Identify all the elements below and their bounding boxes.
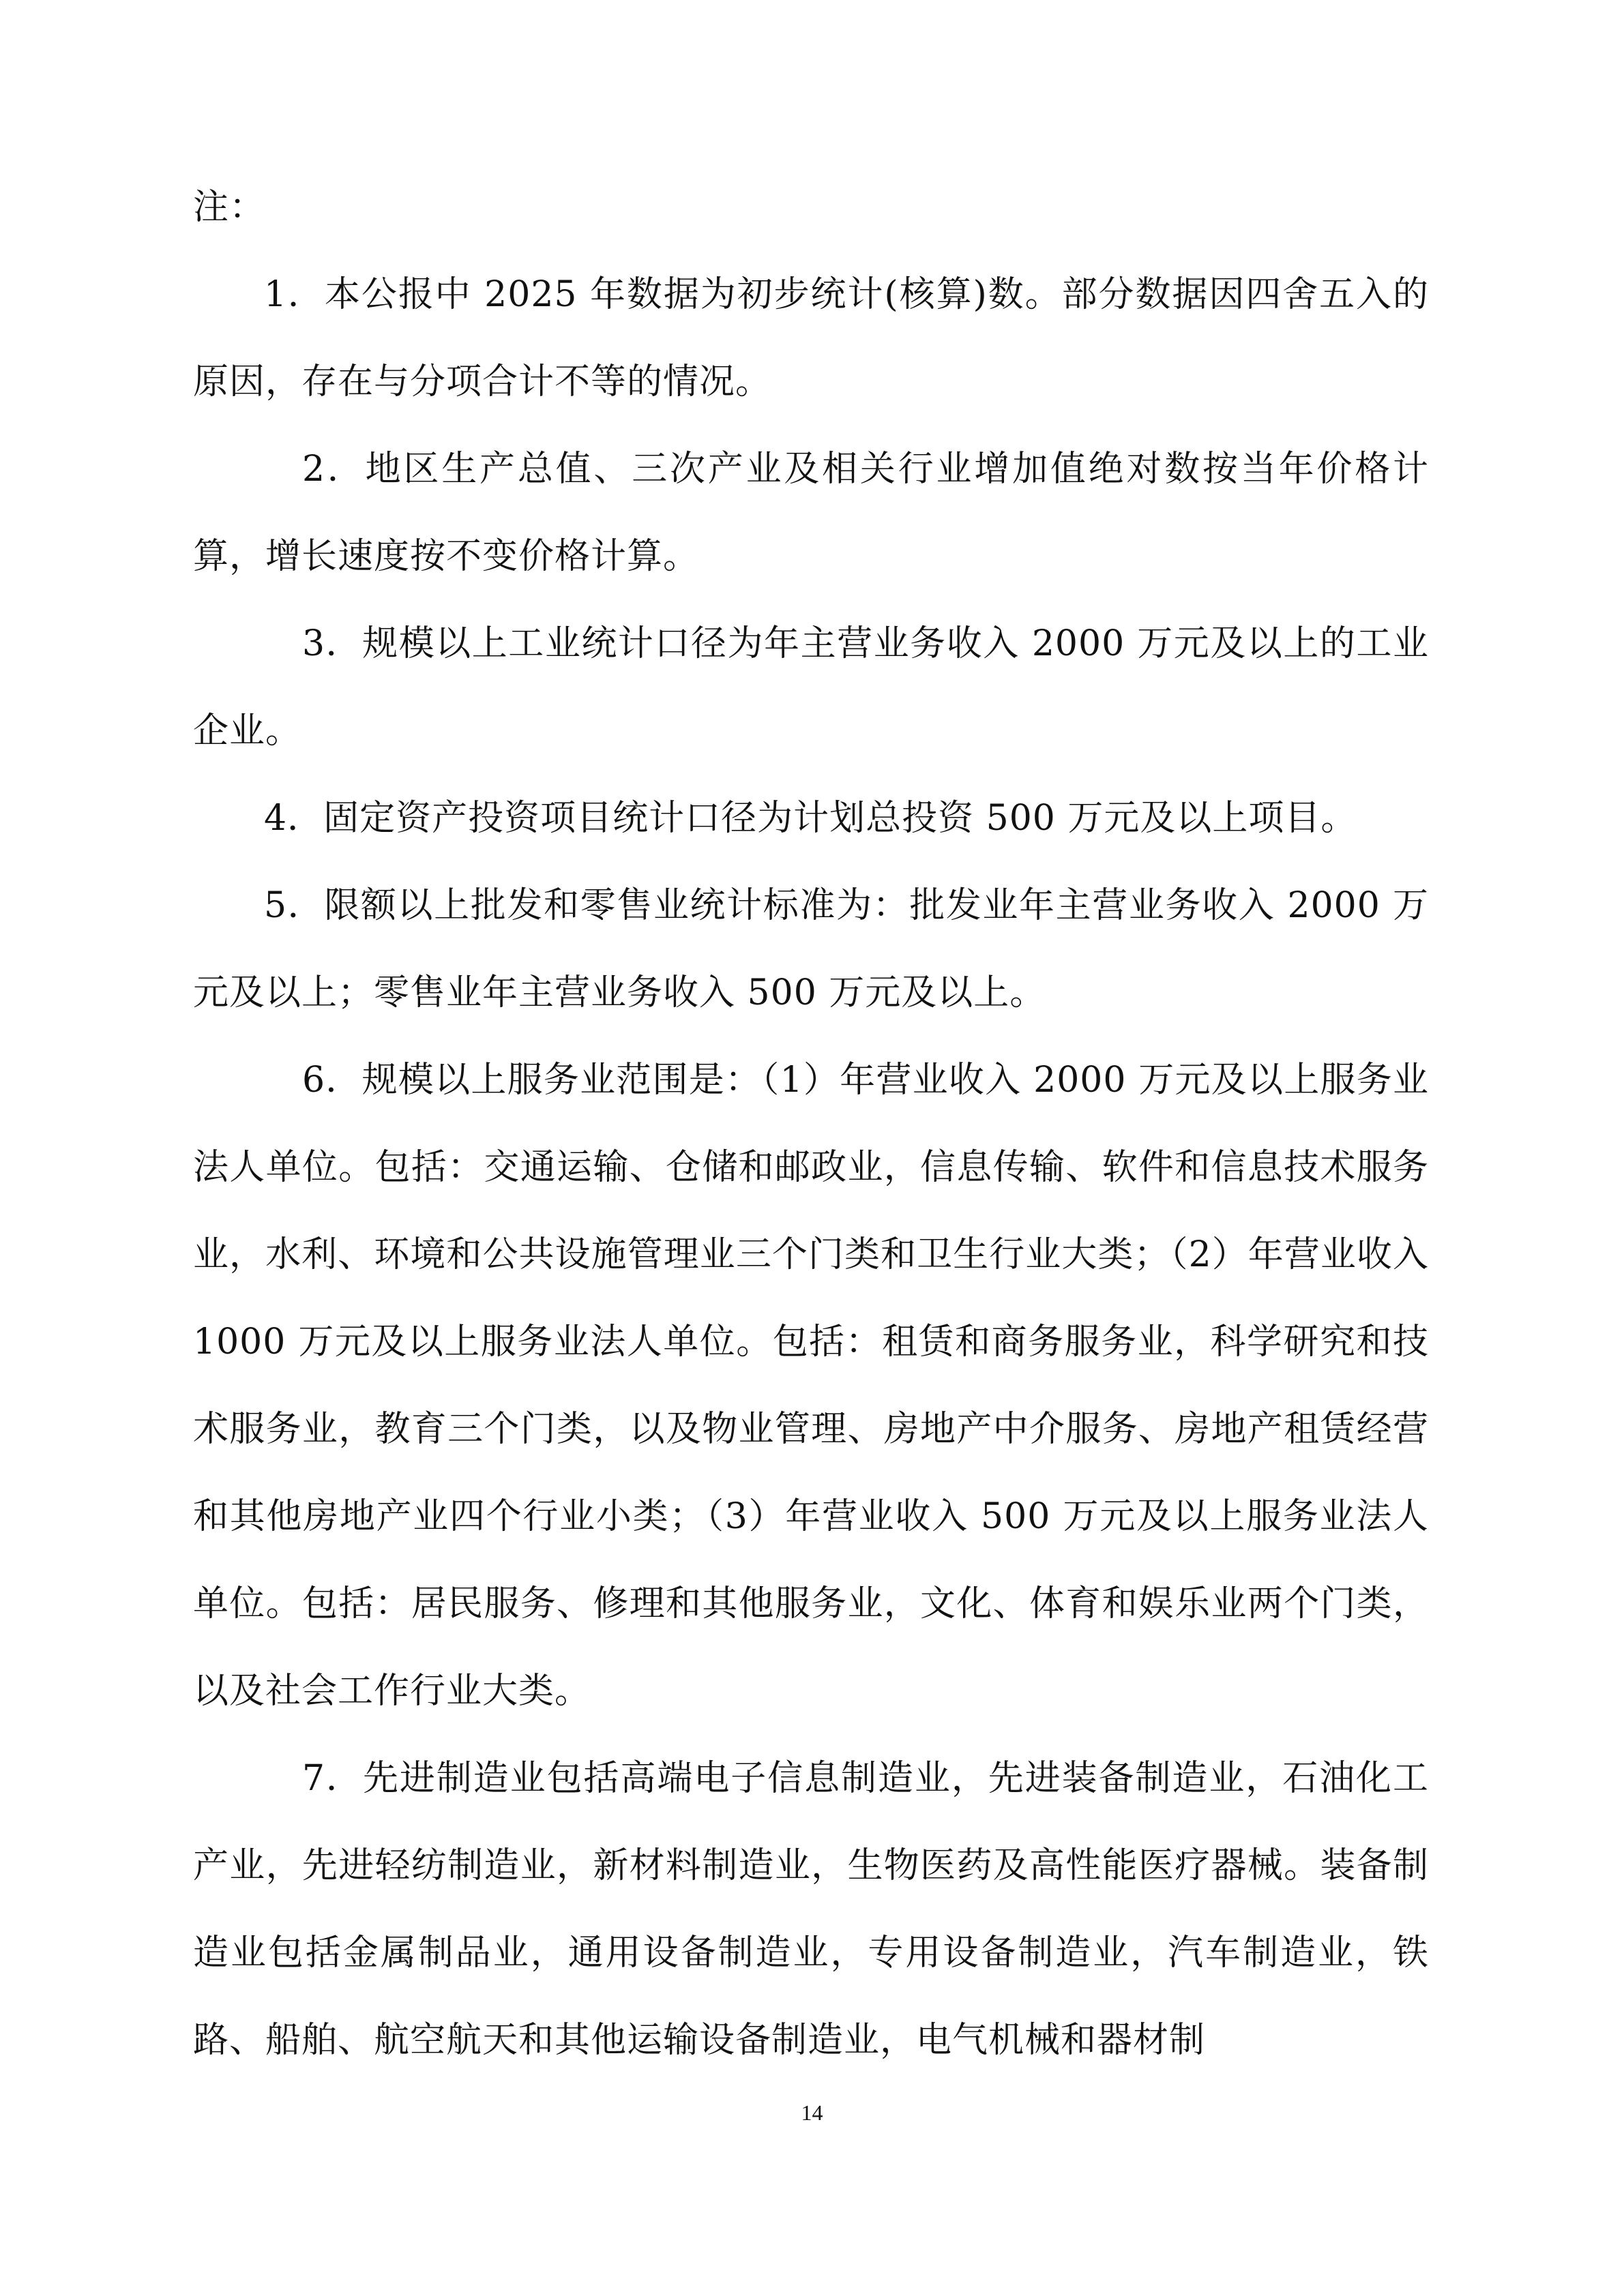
document-body xyxy=(193,164,1429,2084)
note-5: 5．限额以上批发和零售业统计标准为：批发业年主营业务收入 2000 万元及以上；零售业年主营业务收入 500 万元及以上。 xyxy=(193,885,1429,1013)
note-2: 2．地区生产总值、三次产业及相关行业增加值绝对数按当年价格计算，增长速度按不变价格计算。 xyxy=(193,449,1429,577)
note-3: 3．规模以上工业统计口径为年主营业务收入 2000 万元及以上的工业企业。 xyxy=(193,623,1429,751)
note-7: 7．先进制造业包括高端电子信息制造业，先进装备制造业，石油化工产业，先进轻纺制造业，新材料制造业，生物医药及高性能医疗器械。装备制造业包括金属制品业，通用设备制造业，专用设备制造业，汽车制造业，铁路、船舶、航空航天和其他运输设备制造业，电气机械和器材制 xyxy=(193,1758,1429,2061)
note-1: 1．本公报中 2025 年数据为初步统计(核算)数。部分数据因四舍五入的原因，存在与分项合计不等的情况。 xyxy=(193,274,1429,402)
note-4: 4．固定资产投资项目统计口径为计划总投资 500 万元及以上项目。 xyxy=(264,798,1357,839)
page-number: 14 xyxy=(801,2100,823,2125)
note-6: 6．规模以上服务业范围是：（1）年营业收入 2000 万元及以上服务业法人单位。包括：交通运输、仓储和邮政业，信息传输、软件和信息技术服务业，水利、环境和公共设施管理业三个门类和卫生行业大类；（2）年营业收入 1000 万元及以上服务业法人单位。包括：租赁和商务服务业，科学研究和技术服务业，教育三个门类，以及物业管理、房地产中介服务、房地产租赁经营和其他房地产业四个行业小类；（3）年营业收入 500 万元及以上服务业法人单位。包括：居民服务、修理和其他服务业，文化、体育和娱乐业两个门类，以及社会工作行业大类。 xyxy=(193,1060,1429,1712)
notes-heading: 注： xyxy=(193,187,266,228)
